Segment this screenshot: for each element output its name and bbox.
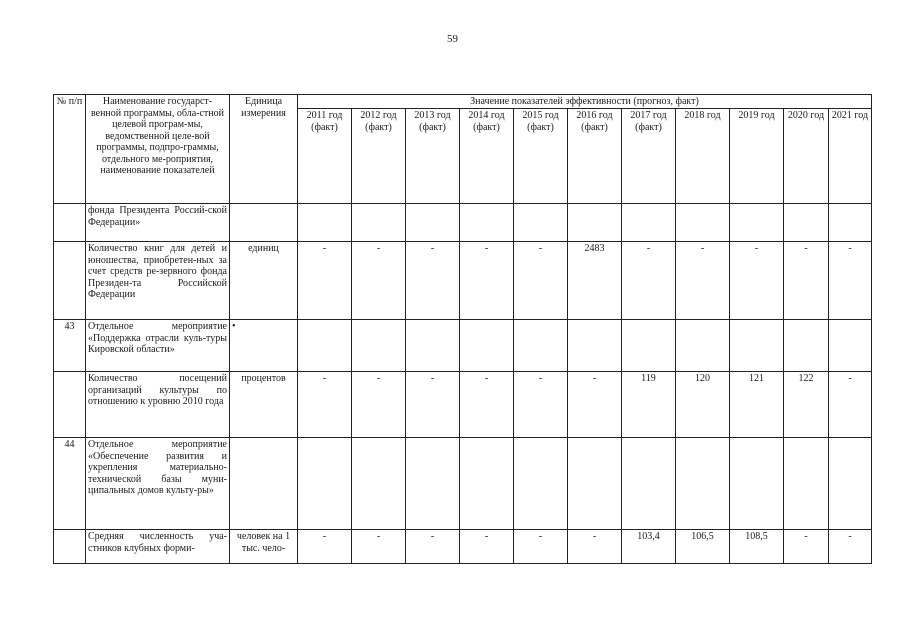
table-row	[54, 204, 872, 242]
row-value: 108,5	[730, 530, 784, 564]
table-row	[54, 320, 872, 372]
row-value	[730, 438, 784, 530]
row-value	[298, 320, 352, 372]
header-num: № п/п	[54, 95, 86, 204]
row-value: -	[460, 372, 514, 438]
row-unit	[230, 438, 298, 530]
row-value: -	[784, 242, 829, 320]
row-value: 2483	[568, 242, 622, 320]
row-value	[730, 320, 784, 372]
row-num	[54, 242, 86, 320]
row-value	[568, 438, 622, 530]
row-value	[460, 204, 514, 242]
header-year-2020: 2020 год	[784, 109, 829, 204]
row-value	[784, 320, 829, 372]
row-value: -	[514, 372, 568, 438]
row-value	[568, 320, 622, 372]
row-unit: человек на 1 тыс. чело-	[230, 530, 298, 564]
row-value	[676, 204, 730, 242]
row-value	[406, 438, 460, 530]
header-year-2011: 2011 год (факт)	[298, 109, 352, 204]
row-value: -	[460, 242, 514, 320]
row-value	[460, 438, 514, 530]
header-row-top	[54, 95, 872, 109]
row-name: Количество книг для детей и юношества, приобретен-ных за счет средств ре-зервного фонда Президен-та Российской Федерации	[86, 242, 230, 320]
row-value: -	[784, 530, 829, 564]
row-value	[829, 204, 872, 242]
row-unit: •	[230, 320, 298, 372]
row-value	[298, 438, 352, 530]
row-value	[676, 320, 730, 372]
row-value	[622, 438, 676, 530]
row-value: -	[406, 372, 460, 438]
row-value: -	[829, 372, 872, 438]
row-num	[54, 530, 86, 564]
row-name: Отдельное мероприятие «Поддержка отрасли куль-туры Кировской области»	[86, 320, 230, 372]
row-value: -	[352, 242, 406, 320]
row-value: -	[676, 242, 730, 320]
row-value	[514, 204, 568, 242]
header-year-2021: 2021 год	[829, 109, 872, 204]
header-name: Наименование государст-венной программы, обла-стной целевой програм-мы, ведомственной целе-вой программы, подпро-граммы, отдельного ме-роприятия, наименование показателей	[86, 95, 230, 204]
table-row	[54, 372, 872, 438]
row-name: Средняя численность уча-стников клубных форми-	[86, 530, 230, 564]
row-value	[829, 320, 872, 372]
header-year-2016: 2016 год (факт)	[568, 109, 622, 204]
row-name: Количество посещений организаций культуры по отношению к уровню 2010 года	[86, 372, 230, 438]
row-name: фонда Президента Россий-ской Федерации»	[86, 204, 230, 242]
header-year-2012: 2012 год (факт)	[352, 109, 406, 204]
row-value	[460, 320, 514, 372]
row-value	[406, 204, 460, 242]
table-row	[54, 530, 872, 564]
row-value: -	[568, 530, 622, 564]
row-value	[514, 320, 568, 372]
header-year-2014: 2014 год (факт)	[460, 109, 514, 204]
row-value	[622, 204, 676, 242]
row-value	[622, 320, 676, 372]
row-value: -	[298, 242, 352, 320]
row-unit: процентов	[230, 372, 298, 438]
row-value	[784, 438, 829, 530]
row-value	[298, 204, 352, 242]
row-value: -	[298, 372, 352, 438]
row-num	[54, 372, 86, 438]
row-value: -	[514, 530, 568, 564]
row-value	[829, 438, 872, 530]
header-unit: Единица измерения	[230, 95, 298, 204]
row-value	[352, 438, 406, 530]
table-row	[54, 438, 872, 530]
row-value	[784, 204, 829, 242]
row-value	[676, 438, 730, 530]
row-value: -	[352, 372, 406, 438]
header-values-title: Значение показателей эффективности (прогноз, факт)	[298, 95, 872, 109]
page-number: 59	[447, 33, 458, 45]
header-year-2017: 2017 год (факт)	[622, 109, 676, 204]
header-year-2018: 2018 год	[676, 109, 730, 204]
row-value: 120	[676, 372, 730, 438]
row-value: -	[829, 242, 872, 320]
row-value: 121	[730, 372, 784, 438]
row-value: 122	[784, 372, 829, 438]
row-num: 44	[54, 438, 86, 530]
row-value	[514, 438, 568, 530]
row-value: 106,5	[676, 530, 730, 564]
row-value: -	[406, 530, 460, 564]
row-value: -	[730, 242, 784, 320]
row-value	[568, 204, 622, 242]
row-value	[730, 204, 784, 242]
header-year-2013: 2013 год (факт)	[406, 109, 460, 204]
row-value: -	[352, 530, 406, 564]
row-value	[352, 204, 406, 242]
row-name: Отдельное мероприятие «Обеспечение развития и укрепления материально-технической базы муни-ципальных домов культу-ры»	[86, 438, 230, 530]
row-value: -	[622, 242, 676, 320]
row-value: -	[406, 242, 460, 320]
row-value: -	[298, 530, 352, 564]
row-num	[54, 204, 86, 242]
row-value: -	[568, 372, 622, 438]
row-unit	[230, 204, 298, 242]
header-year-2019: 2019 год	[730, 109, 784, 204]
row-num: 43	[54, 320, 86, 372]
row-value: -	[460, 530, 514, 564]
efficiency-indicators-table	[53, 94, 872, 564]
row-value	[352, 320, 406, 372]
row-value: -	[514, 242, 568, 320]
row-value: -	[829, 530, 872, 564]
row-value	[406, 320, 460, 372]
row-value: 119	[622, 372, 676, 438]
table-row	[54, 242, 872, 320]
row-value: 103,4	[622, 530, 676, 564]
row-unit: единиц	[230, 242, 298, 320]
header-year-2015: 2015 год (факт)	[514, 109, 568, 204]
